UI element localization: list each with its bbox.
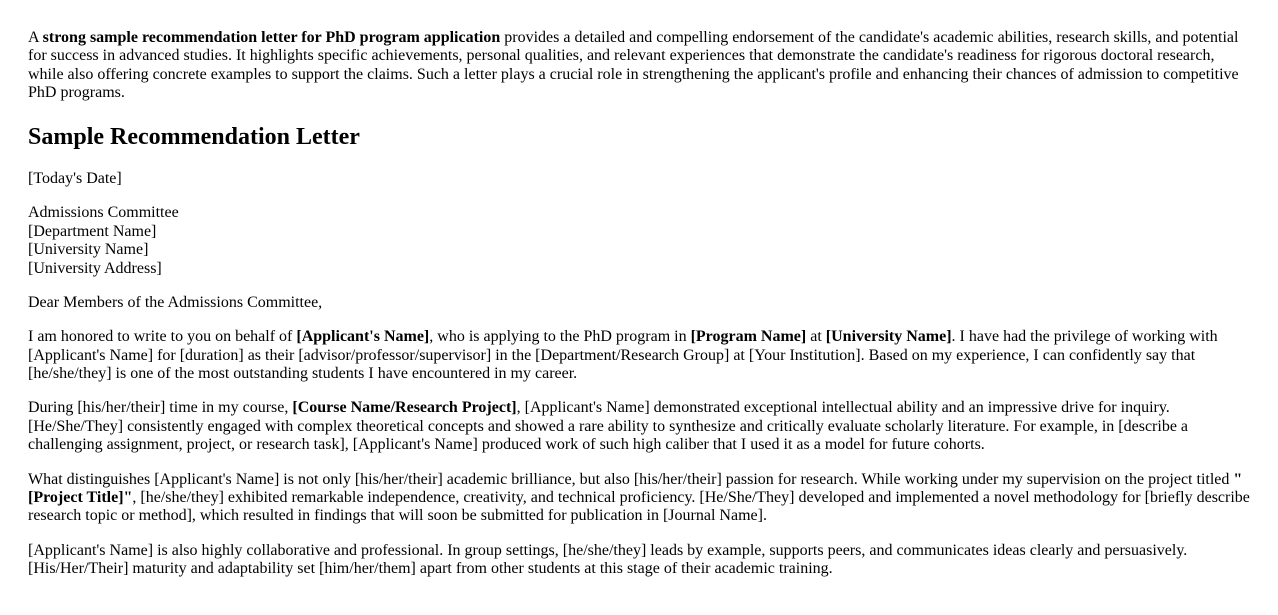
date-line: [Today's Date] — [28, 169, 122, 187]
bold-text-run: [Course Name/Research Project] — [292, 399, 517, 417]
body-paragraph-2 — [28, 399, 1250, 454]
address-line: [Department Name] — [28, 222, 157, 240]
text-run: During [his/her/their] time in my course, — [28, 399, 293, 417]
body-paragraph-3 — [28, 471, 1250, 526]
page-title: Sample Recommendation Letter — [28, 123, 360, 150]
text-run: A — [28, 29, 43, 46]
text-run: . I have had the privilege of working with [Applicant's Name] for [duration] as their [advisor/professor/supervisor] in the [Department/Research Group] at [Your Institution]. Based on my experience, I can confidently say that [he/she/they] is one of the most outstanding students I have encountered in my career. — [28, 328, 1218, 383]
bold-text-run: [Applicant's Name] — [296, 328, 430, 346]
text-run: , [he/she/they] exhibited remarkable independence, creativity, and technical proficiency. [He/She/They] developed and implemented a novel methodology for [briefly describe research topic or method], which resulted in findings that will soon be submitted for publication in [Journal Name]. — [28, 489, 1250, 525]
address-line: [University Address] — [28, 259, 162, 277]
text-run: I am honored to write to you on behalf of — [28, 328, 297, 346]
text-run: , [Applicant's Name] demonstrated exceptional intellectual ability and an impressive drive for inquiry. [He/She/They] consistently engaged with complex theoretical concepts and showed a rare ability to synthesize and critically evaluate scholarly literature. For example, in [describe a challenging assignment, project, or research task], [Applicant's Name] produced work of such high caliber that I used it as a model for future cohorts. — [28, 399, 1189, 454]
text-run: , who is applying to the PhD program in — [429, 328, 691, 346]
bold-text-run: [Program Name] — [690, 328, 807, 346]
body-paragraph-1 — [28, 328, 1250, 383]
text-run: at — [806, 328, 826, 346]
bold-text-run: [University Name] — [825, 328, 952, 346]
intro-paragraph — [28, 29, 1250, 103]
salutation: Dear Members of the Admissions Committee, — [28, 293, 323, 311]
text-run: [Applicant's Name] is also highly collaborative and professional. In group settings, [he/she/they] leads by example, supports peers, and communicates ideas clearly and persuasively. [His/Her/Their] maturity and adaptability set [him/her/them] apart from other students at this stage of their academic training. — [28, 541, 1188, 578]
address-line: [University Name] — [28, 241, 149, 259]
body-paragraph-4 — [28, 542, 1250, 579]
text-run: provides a detailed and compelling endorsement of the candidate's academic abilities, research skills, and potential for success in advanced studies. It highlights specific achievements, personal qualities, and relevant experiences that demonstrate the candidate's readiness for rigorous doctoral research, while also offering concrete examples to support the claims. Such a letter plays a crucial role in strengthening the applicant's profile and enhancing their chances of admission to competitive PhD programs. — [28, 29, 1239, 102]
bold-text-run: "[Project Title]" — [28, 470, 1243, 507]
address-line: Admissions Committee — [28, 204, 179, 222]
address-block — [28, 204, 1250, 278]
bold-text-run: strong sample recommendation letter for PhD program application — [42, 29, 501, 46]
text-run: What distinguishes [Applicant's Name] is not only [his/her/their] academic brilliance, but also [his/her/their] passion for research. While working under my supervision on the project titled — [28, 470, 1234, 488]
